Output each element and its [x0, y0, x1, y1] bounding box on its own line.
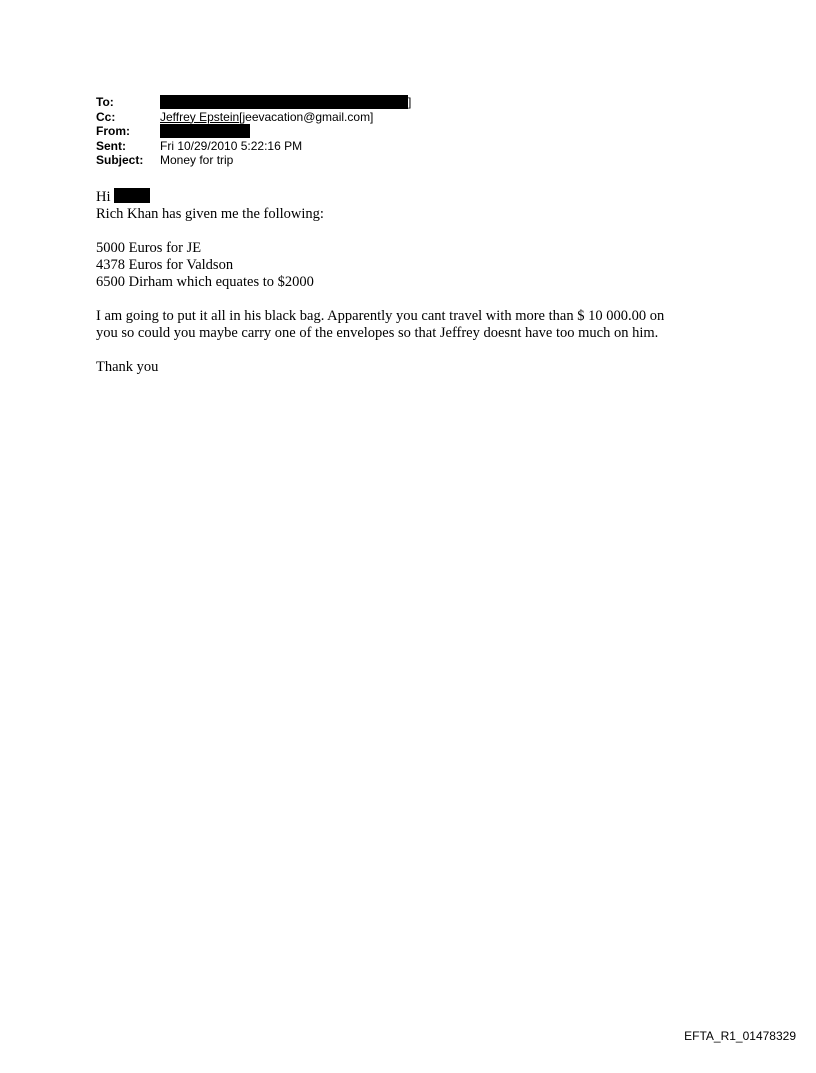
- intro-line: Rich Khan has given me the following:: [96, 206, 324, 222]
- to-value: [160, 95, 411, 110]
- to-redaction: [160, 95, 408, 109]
- to-bracket: ]: [408, 95, 412, 109]
- paragraph-line: you so could you maybe carry one of the envelopes so that Jeffrey doesnt have too much on him.: [96, 325, 659, 341]
- greeting-line: [96, 188, 736, 206]
- paragraph-line: I am going to put it all in his black bag. Apparently you cant travel with more than $ 10 000.00 on: [96, 308, 665, 324]
- list-item: 6500 Dirham which equates to $2000: [96, 274, 314, 290]
- spacer: [96, 223, 736, 240]
- from-label: From:: [96, 124, 130, 138]
- to-label: To:: [96, 95, 114, 109]
- cc-address: [jeevacation@gmail.com]: [239, 109, 374, 124]
- spacer: [96, 291, 736, 308]
- list-item: 5000 Euros for JE: [96, 240, 202, 256]
- sent-value: Fri 10/29/2010 5:22:16 PM: [160, 138, 303, 153]
- cc-value: [160, 110, 373, 125]
- from-value: [160, 124, 250, 139]
- from-redaction: [160, 124, 250, 138]
- cc-name-link[interactable]: Jeffrey Epstein: [160, 109, 240, 124]
- sent-label: Sent:: [96, 138, 126, 153]
- greeting-redaction: [114, 188, 150, 203]
- subject-label: Subject:: [96, 153, 144, 167]
- document-id: EFTA_R1_01478329: [684, 1029, 796, 1043]
- spacer: [96, 342, 736, 359]
- list-item: 4378 Euros for Valdson: [96, 257, 234, 273]
- subject-value: Money for trip: [160, 153, 234, 167]
- greeting: Hi: [96, 189, 111, 205]
- cc-label: Cc:: [96, 109, 116, 124]
- email-body: [96, 188, 736, 376]
- closing-line: Thank you: [96, 359, 159, 375]
